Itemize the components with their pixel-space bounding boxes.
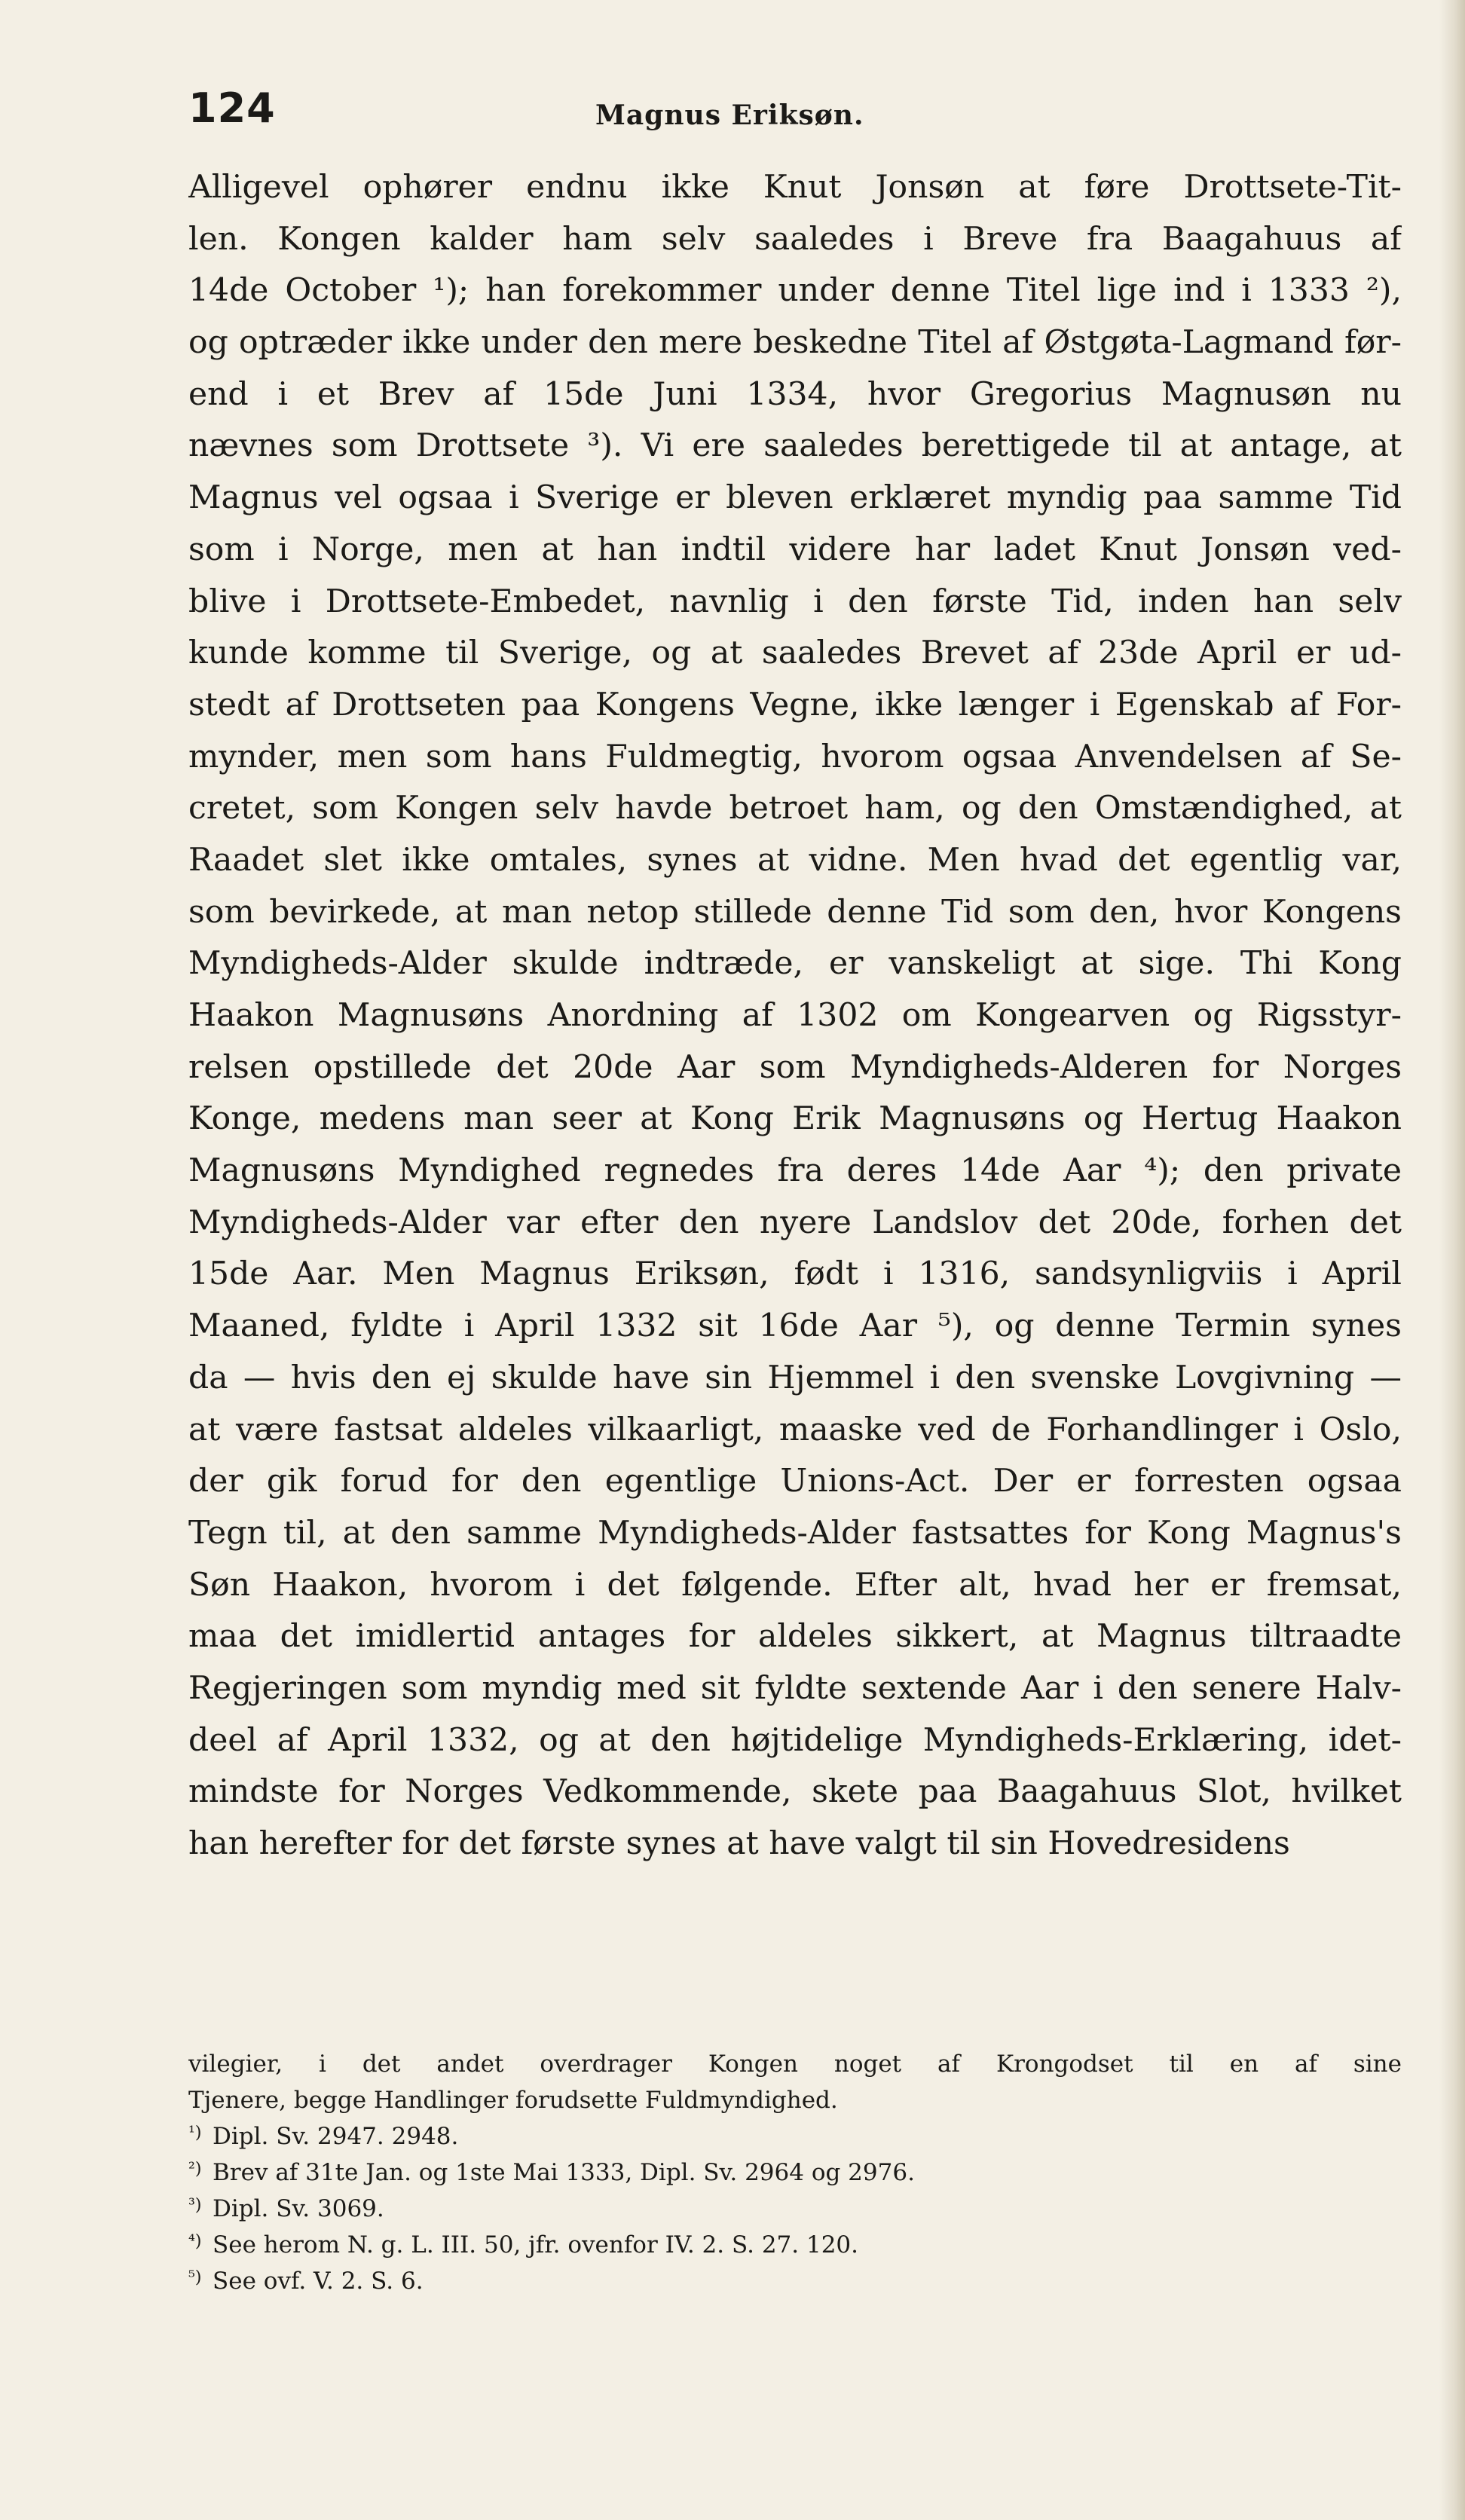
note-continuation-line: Tjenere, begge Handlinger forudsette Fuldmyndighed.: [188, 2087, 838, 2114]
text-line: Maaned, fyldte i April 1332 sit 16de Aar ⁵), og denne Termin synes: [188, 1307, 1402, 1345]
footnote-marker: ¹): [188, 2124, 202, 2142]
text-line: Raadet slet ikke omtales, synes at vidne. Men hvad det egentlig var,: [188, 841, 1402, 879]
footnote-text: Brev af 31te Jan. og 1ste Mai 1333, Dipl. Sv. 2964 og 2976.: [213, 2159, 915, 2186]
body-text: [188, 162, 1402, 1870]
text-line: Myndigheds-Alder skulde indtræde, er vanskeligt at sige. Thi Kong: [188, 945, 1402, 983]
footnote-text: See ovf. V. 2. S. 6.: [213, 2268, 424, 2295]
running-head: Magnus Eriksøn.: [595, 99, 864, 131]
footnote-marker: ⁴): [188, 2232, 202, 2251]
text-line: Konge, medens man seer at Kong Erik Magnusøns og Hertug Haakon: [188, 1100, 1402, 1138]
text-line: og optræder ikke under den mere beskedne Titel af Østgøta-Lagmand før-: [188, 324, 1402, 362]
text-line: Myndigheds-Alder var efter den nyere Landslov det 20de, forhen det: [188, 1203, 1402, 1241]
text-line: mynder, men som hans Fuldmegtig, hvorom ogsaa Anvendelsen af Se-: [188, 738, 1402, 775]
page-number: 124: [188, 84, 276, 132]
text-line: der gik forud for den egentlige Unions-Act. Der er forresten ogsaa: [188, 1463, 1402, 1500]
text-line: len. Kongen kalder ham selv saaledes i Breve fra Baagahuus af: [188, 220, 1402, 258]
footnote: [188, 2191, 1402, 2227]
text-line: som i Norge, men at han indtil videre har ladet Knut Jonsøn ved-: [188, 531, 1402, 568]
text-line: Alligevel ophører endnu ikke Knut Jonsøn at føre Drottsete-Tit-: [188, 169, 1402, 206]
note-continuation-line: vilegier, i det andet overdrager Kongen noget af Krongodset til en af sine: [188, 2051, 1402, 2078]
footnote-text: See herom N. g. L. III. 50, jfr. ovenfor IV. 2. S. 27. 120.: [213, 2231, 858, 2259]
text-line: 14de October ¹); han forekommer under denne Titel lige ind i 1333 ²),: [188, 272, 1402, 310]
text-line: Haakon Magnusøns Anordning af 1302 om Kongearven og Rigsstyr-: [188, 997, 1402, 1034]
page-header: [188, 84, 1465, 145]
text-line: deel af April 1332, og at den højtidelige Myndigheds-Erklæring, idet-: [188, 1721, 1402, 1759]
footnote: [188, 2155, 1402, 2191]
text-line: da — hvis den ej skulde have sin Hjemmel i den svenske Lovgivning —: [188, 1359, 1402, 1396]
text-line: relsen opstillede det 20de Aar som Myndigheds-Alderen for Norges: [188, 1048, 1402, 1086]
text-line: Tegn til, at den samme Myndigheds-Alder fastsattes for Kong Magnus's: [188, 1514, 1402, 1552]
text-line: kunde komme til Sverige, og at saaledes Brevet af 23de April er ud-: [188, 635, 1402, 672]
text-line: nævnes som Drottsete ³). Vi ere saaledes berettigede til at antage, at: [188, 427, 1402, 465]
page-edge-shadow: [1439, 0, 1465, 2520]
text-line: at være fastsat aldeles vilkaarligt, maaske ved de Forhandlinger i Oslo,: [188, 1411, 1402, 1448]
footnote-text: Dipl. Sv. 3069.: [213, 2195, 384, 2222]
text-line: Søn Haakon, hvorom i det følgende. Efter alt, hvad her er fremsat,: [188, 1566, 1402, 1604]
text-line: Magnusøns Myndighed regnedes fra deres 14de Aar ⁴); den private: [188, 1152, 1402, 1190]
text-line: cretet, som Kongen selv havde betroet ham, og den Omstændighed, at: [188, 790, 1402, 827]
footnote: [188, 2263, 1402, 2299]
text-line: som bevirkede, at man netop stillede denne Tid som den, hvor Kongens: [188, 893, 1402, 931]
footnote-marker: ²): [188, 2160, 202, 2179]
text-line: Magnus vel ogsaa i Sverige er bleven erklæret myndig paa samme Tid: [188, 479, 1402, 517]
text-line: end i et Brev af 15de Juni 1334, hvor Gregorius Magnusøn nu: [188, 375, 1402, 413]
text-line: maa det imidlertid antages for aldeles sikkert, at Magnus tiltraadte: [188, 1618, 1402, 1656]
footnotes-section: [188, 2046, 1402, 2299]
text-line: 15de Aar. Men Magnus Eriksøn, født i 1316, sandsynligviis i April: [188, 1255, 1402, 1293]
text-line: han herefter for det første synes at have valgt til sin Hovedresidens: [188, 1825, 1290, 1862]
text-line: stedt af Drottseten paa Kongens Vegne, ikke længer i Egenskab af For-: [188, 686, 1402, 723]
text-line: Regjeringen som myndig med sit fyldte sextende Aar i den senere Halv-: [188, 1669, 1402, 1707]
text-line: blive i Drottsete-Embedet, navnlig i den første Tid, inden han selv: [188, 583, 1402, 620]
footnote: [188, 2227, 1402, 2263]
footnote-text: Dipl. Sv. 2947. 2948.: [213, 2123, 459, 2150]
text-line: mindste for Norges Vedkommende, skete paa Baagahuus Slot, hvilket: [188, 1773, 1402, 1811]
footnote-marker: ⁵): [188, 2268, 202, 2287]
footnote: [188, 2118, 1402, 2155]
footnote-marker: ³): [188, 2196, 202, 2215]
